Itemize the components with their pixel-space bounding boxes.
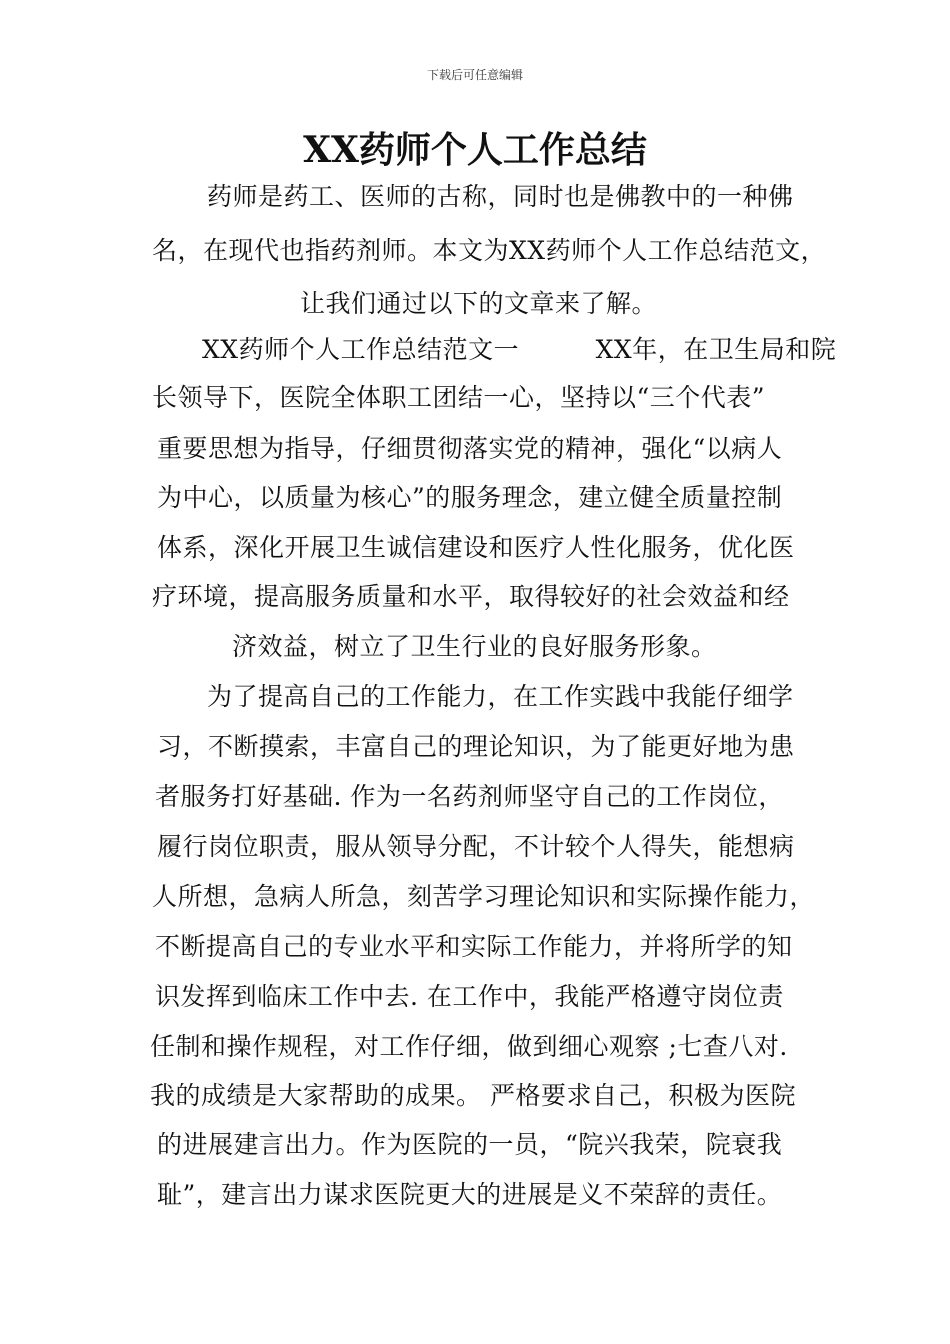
text-line: XX药师个人工作总结范文一 XX年，在卫生局和院 — [202, 335, 837, 364]
text-line: 习，不断摸索，丰富自己的理论知识，为了能更好地为患 — [157, 732, 795, 761]
document-title: XX药师个人工作总结 — [303, 129, 647, 171]
text-line: 不断提高自己的专业水平和实际工作能力，并将所学的知 — [155, 932, 793, 961]
text-line: 体系，深化开展卫生诚信建设和医疗人性化服务，优化医 — [157, 533, 795, 562]
text-line: 重要思想为指导，仔细贯彻落实党的精神，强化“以病人 — [157, 434, 783, 463]
text-line: 长领导下，医院全体职工团结一心，坚持以“三个代表” — [152, 383, 766, 412]
text-line: 疗环境，提高服务质量和水平，取得较好的社会效益和经 — [152, 582, 790, 611]
text-line: 任制和操作规程，对工作仔细，做到细心观察 ;七查八对. — [150, 1032, 788, 1061]
text-line: 履行岗位职责，服从领导分配，不计较个人得失，能想病 — [157, 832, 795, 861]
text-line: 济效益，树立了卫生行业的良好服务形象。 — [232, 632, 717, 661]
text-line: 的进展建言出力。作为医院的一员，“院兴我荣，院衰我 — [157, 1130, 783, 1159]
text-line: 耻”，建言出力谋求医院更大的进展是义不荣辞的责任。 — [157, 1180, 783, 1209]
text-line: 为了提高自己的工作能力，在工作实践中我能仔细学 — [207, 682, 794, 711]
text-line: 者服务打好基础. 作为一名药剂师坚守自己的工作岗位， — [155, 782, 784, 811]
text-line: 为中心，以质量为核心”的服务理念，建立健全质量控制 — [157, 483, 783, 512]
text-line: 我的成绩是大家帮助的成果。 严格要求自己，积极为医院 — [150, 1081, 796, 1110]
text-line: 名，在现代也指药剂师。本文为XX药师个人工作总结范文， — [152, 236, 827, 265]
text-line: 让我们通过以下的文章来了解。 — [300, 289, 658, 318]
text-line: 药师是药工、医师的古称，同时也是佛教中的一种佛 — [207, 182, 794, 211]
text-line: 识发挥到临床工作中去. 在工作中，我能严格遵守岗位责 — [155, 982, 784, 1011]
header-note: 下载后可任意编辑 — [426, 68, 523, 82]
text-line: 人所想，急病人所急，刻苦学习理论知识和实际操作能力， — [152, 882, 816, 911]
